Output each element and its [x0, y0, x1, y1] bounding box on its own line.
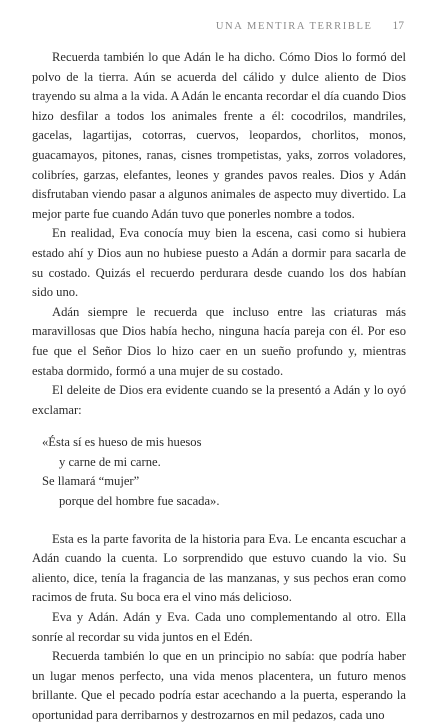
paragraph: Recuerda también lo que Adán le ha dicho. Cómo Dios lo formó del polvo de la tierra. Aún se acuerda del cálido y dulce aliento de Dios trayendo su alma a la vida. A Adán le encanta recordar el día cuando Dios hizo desfilar a todos los animales frente a él: cocodrilos, mandriles, gacelas, lagartijas, cotorras, cuervos, leopardos, chorlitos, monos, guacamayos, pitones, ranas, cisnes trompetistas, yaks, zorros voladores, colibríes, garzas, elefantes, leones y grandes pavos reales. Dios y Adán disfrutaban viendo pasar a algunos animales de aspecto muy divertido. La mejor parte fue cuando Adán tuvo que ponerles nombre a todos.: [32, 50, 406, 221]
verse-quote: [42, 433, 406, 511]
paragraph: En realidad, Eva conocía muy bien la escena, casi como si hubiera estado ahí y Dios aun no hubiese puesto a Adán a dormir para sacarla de su costado. Quizás el recuerdo perdurara desde cuando los dos habían sido uno.: [32, 226, 406, 300]
paragraph: Recuerda también lo que en un principio no sabía: que podría haber un lugar menos perfecto, una vida menos placentera, un futuro menos brillante. Que el pecado podría estar acechando a la puerta, esperando la oportunidad para derribarnos y destrozarnos en mil pedazos, cada uno: [32, 649, 406, 722]
body-text: [32, 48, 406, 726]
verse-line: porque del hombre fue sacada».: [59, 494, 220, 509]
running-title: UNA MENTIRA TERRIBLE: [215, 20, 373, 32]
verse-line: «Ésta sí es hueso de mis huesos: [42, 435, 202, 450]
paragraph: Adán siempre le recuerda que incluso entre las criaturas más maravillosas que Dios había hecho, ninguna hacía pareja con él. Por eso fue que el Señor Dios lo hizo caer en un sueño profundo y, mientras estaba dormido, formó a una mujer de su costado.: [32, 304, 406, 378]
paragraph: Eva y Adán. Adán y Eva. Cada uno complementando al otro. Ella sonríe al recordar su vida juntos en el Edén.: [32, 610, 406, 644]
paragraph: El deleite de Dios era evidente cuando se la presentó a Adán y lo oyó exclamar:: [32, 383, 406, 417]
verse-line: y carne de mi carne.: [59, 454, 161, 469]
verse-line: Se llamará “mujer”: [42, 474, 140, 489]
running-header: [24, 18, 404, 34]
page-number: 17: [392, 20, 404, 32]
paragraph: Esta es la parte favorita de la historia para Eva. Le encanta escuchar a Adán cuando la cuenta. Lo sorprendido que estuvo cuando la vio. Su aliento, dice, tenía la fragancia de las manzanas, y sus pechos eran como racimos de fruta. Su boca era el vino más delicioso.: [32, 531, 406, 605]
